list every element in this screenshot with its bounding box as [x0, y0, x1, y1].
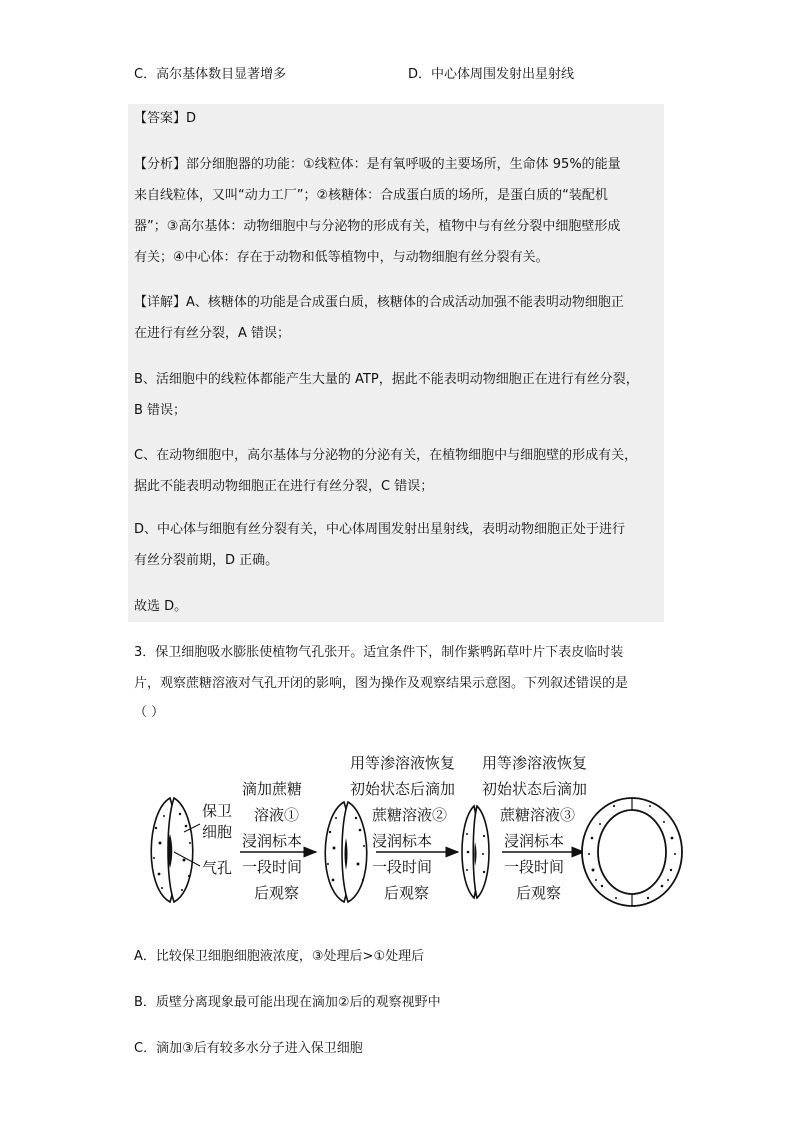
stoma-after-solution-2 — [462, 806, 489, 898]
step1-line-5: 后观察 — [254, 884, 300, 902]
option-b: B．质壁分离现象最可能出现在滴加②后的观察视野中 — [134, 995, 441, 1010]
step1-line-3: 浸润标本 — [242, 832, 303, 850]
answer-explanation-box — [128, 104, 664, 622]
analysis-line-1: 【分析】部分细胞器的功能：①线粒体：是有氧呼吸的主要场所，生命体 95%的能量 — [134, 157, 621, 172]
detail-c-line-1: C、在动物细胞中，高尔基体与分泌物的分泌有关，在植物细胞中与细胞壁的形成有关， — [134, 448, 638, 463]
label-guard-cell-1: 保卫 — [202, 802, 233, 820]
step2-line-2: 初始状态后滴加 — [350, 780, 456, 798]
step3-line-4: 浸润标本 — [504, 832, 565, 850]
question-stem-line-2: 片，观察蔗糖溶液对气孔开闭的影响，图为操作及观察结果示意图。下列叙述错误的是 — [134, 676, 629, 691]
stoma-after-solution-3 — [582, 798, 682, 906]
stoma-initial — [151, 798, 193, 902]
analysis-line-3: 器”；③高尔基体：动物细胞中与分泌物的形成有关，植物中与有丝分裂中细胞壁形成 — [134, 219, 621, 234]
analysis-line-2: 来自线粒体，又叫“动力工厂”；②核糖体：合成蛋白质的场所，是蛋白质的“装配机 — [134, 188, 608, 203]
label-guard-cell-2: 细胞 — [202, 823, 233, 841]
step1-line-2: 溶液① — [254, 806, 300, 824]
step3-line-5: 一段时间 — [504, 858, 565, 876]
step2-line-1: 用等渗溶液恢复 — [350, 754, 456, 772]
option-c-prev: C．高尔基体数目显著增多 — [134, 67, 287, 82]
step2-line-5: 一段时间 — [372, 858, 433, 876]
question-stem-line-3: （ ） — [134, 705, 165, 720]
step3-line-6: 后观察 — [516, 884, 562, 902]
detail-b-line-2: B 错误； — [134, 403, 187, 418]
step1-line-1: 滴加蔗糖 — [242, 780, 303, 798]
detail-a-line-1: 【详解】A、核糖体的功能是合成蛋白质，核糖体的合成活动加强不能表明动物细胞正 — [134, 295, 624, 310]
detail-d-line-2: 有丝分裂前期，D 正确。 — [134, 553, 279, 568]
detail-b-line-1: B、活细胞中的线粒体都能产生大量的 ATP，据此不能表明动物细胞正在进行有丝分裂， — [134, 372, 639, 387]
answer-line: 【答案】D — [134, 111, 197, 126]
step3-line-3: 蔗糖溶液③ — [500, 806, 576, 824]
step3-line-2: 初始状态后滴加 — [482, 780, 588, 798]
previous-options-row — [134, 66, 694, 86]
option-d-prev: D．中心体周围发射出星射线 — [408, 67, 575, 82]
detail-c-line-2: 据此不能表明动物细胞正在进行有丝分裂，C 错误； — [134, 479, 434, 494]
step2-line-3: 蔗糖溶液② — [372, 806, 448, 824]
question-stem-line-1: 3．保卫细胞吸水膨胀使植物气孔张开。适宜条件下，制作紫鸭跖草叶片下表皮临时装 — [134, 645, 624, 660]
step2-line-4: 浸润标本 — [372, 832, 433, 850]
label-stomatal-pore: 气孔 — [202, 859, 233, 877]
step3-line-1: 用等渗溶液恢复 — [482, 754, 588, 772]
analysis-line-4: 有关；④中心体：存在于动物和低等植物中，与动物细胞有丝分裂有关。 — [134, 250, 549, 265]
step1-line-4: 一段时间 — [242, 858, 303, 876]
conclusion-line: 故选 D。 — [134, 599, 188, 614]
stomata-experiment-figure — [140, 748, 700, 928]
step2-line-6: 后观察 — [384, 884, 430, 902]
option-a: A．比较保卫细胞细胞液浓度，③处理后>①处理后 — [134, 949, 425, 964]
detail-d-line-1: D、中心体与细胞有丝分裂有关，中心体周围发射出星射线，表明动物细胞正处于进行 — [134, 522, 626, 537]
option-c: C．滴加③后有较多水分子进入保卫细胞 — [134, 1041, 363, 1056]
stoma-after-solution-1 — [325, 802, 367, 902]
detail-a-line-2: 在进行有丝分裂，A 错误； — [134, 326, 291, 341]
